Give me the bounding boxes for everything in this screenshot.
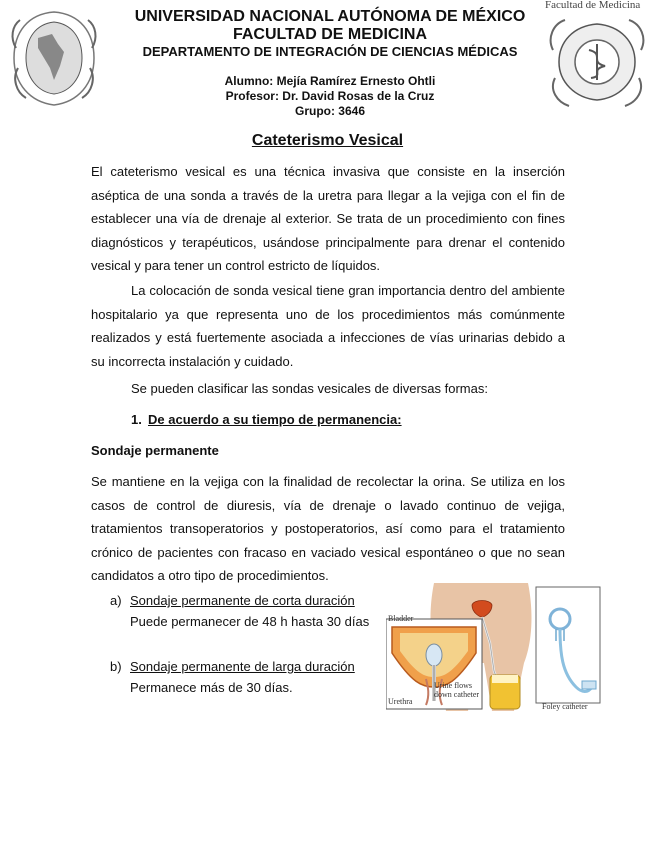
university-name: UNIVERSIDAD NACIONAL AUTÓNOMA DE MÉXICO bbox=[134, 8, 526, 25]
page-title: Cateterismo Vesical bbox=[251, 132, 404, 149]
section-subheading: Sondaje permanente bbox=[91, 443, 219, 458]
paragraph-permanent: Se mantiene en la vejiga con la finalidad de recolectar la orina. Se utiliza en los casos de control de diuresis, vía de drenaje o lavado continuo de vejiga, tratamientos transoperatorios y postoperatorios, así como para el tratamiento crónico de pacientes con fracaso en vaciado vesical espontáneo o que no sean candidatos a otro tipo de procedimientos. bbox=[91, 474, 565, 583]
list-number: 1. bbox=[131, 412, 142, 427]
catheter-illustration bbox=[386, 583, 652, 711]
paragraph-intro: El cateterismo vesical es una técnica invasiva que consiste en la inserción aséptica de una sonda a través de la uretra para llegar a la vejiga con el fin de establecer una vía de drenaje al exterior. Se trata de un procedimiento con fines diagnósticos y terapéuticos, usándose principalmente para drenar el contenido vesical y para tener un control estricto de líquidos. bbox=[91, 164, 565, 273]
paragraph-classification: Se pueden clasificar las sondas vesicales de diversas formas: bbox=[131, 381, 488, 396]
item-a-label: a) bbox=[110, 593, 122, 608]
item-a-text: Puede permanecer de 48 h hasta 30 días bbox=[130, 614, 370, 629]
label-urine-flows: Urine flows down catheter bbox=[434, 681, 480, 699]
item-b-label: b) bbox=[110, 659, 122, 674]
group-number: Grupo: 3646 bbox=[294, 104, 366, 118]
faculty-name: FACULTAD DE MEDICINA bbox=[232, 26, 428, 43]
list-heading: De acuerdo a su tiempo de permanencia: bbox=[148, 412, 402, 427]
label-bladder: Bladder bbox=[388, 614, 414, 623]
item-a-title: Sondaje permanente de corta duración bbox=[130, 593, 355, 608]
paragraph-importance: La colocación de sonda vesical tiene gran importancia dentro del ambiente hospitalario ya que representa uno de los procedimientos más comúnmente realizados y está fuertemente asociada a infecciones de vías urinarias debido a su incorrecta instalación y cuidado. bbox=[91, 283, 565, 369]
faculty-of-medicine-logo bbox=[547, 14, 647, 108]
label-foley-catheter: Foley catheter bbox=[542, 702, 588, 711]
student-name: Alumno: Mejía Ramírez Ernesto Ohtli bbox=[224, 74, 436, 88]
department-name: DEPARTAMENTO DE INTEGRACIÓN DE CIENCIAS MÉDICAS bbox=[142, 44, 518, 59]
professor-name: Profesor: Dr. David Rosas de la Cruz bbox=[225, 89, 435, 103]
item-b-title: Sondaje permanente de larga duración bbox=[130, 659, 355, 674]
faculty-logo-caption: Facultad de Medicina bbox=[545, 0, 641, 11]
label-urethra: Urethra bbox=[388, 697, 413, 706]
item-b-text: Permanece más de 30 días. bbox=[130, 680, 293, 695]
unam-logo bbox=[8, 8, 100, 108]
